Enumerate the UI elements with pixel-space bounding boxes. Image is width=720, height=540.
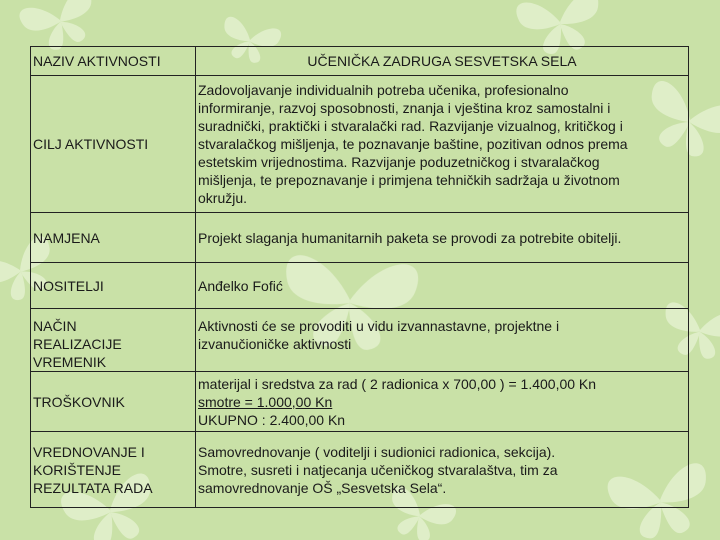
evaluation-value bbox=[196, 432, 689, 508]
evaluation-line: samovrednovanje OŠ „Sesvetska Sela“. bbox=[198, 479, 447, 496]
goal-value bbox=[196, 76, 689, 213]
purpose-label: NAMJENA bbox=[31, 213, 196, 263]
table-row bbox=[31, 432, 689, 508]
goal-line: Zadovoljavanje individualnih potreba učenika, profesionalno bbox=[198, 82, 569, 98]
goal-line: suradnički, praktički i stvaralački rad. Razvijanje vizualnog, kritičkog i bbox=[198, 118, 623, 134]
purpose-value: Projekt slaganja humanitarnih paketa se provodi za potrebite obitelji. bbox=[196, 213, 689, 263]
goal-line: okružju. bbox=[198, 190, 248, 206]
table-row bbox=[31, 309, 689, 372]
goal-label: CILJ AKTIVNOSTI bbox=[31, 76, 196, 213]
evaluation-label bbox=[31, 432, 196, 508]
activity-table bbox=[30, 46, 689, 508]
table-row bbox=[31, 47, 689, 76]
goal-line: stvaralačkog mišljenja, te poznavanje baštine, pozitivan odnos prema bbox=[198, 136, 628, 152]
evaluation-line: Samovrednovanje ( voditelji i sudionici radionica, sekcija). bbox=[198, 443, 556, 460]
goal-line: mišljenja, te prepoznavanje i primjena tehničkih sadržaja u životnom bbox=[198, 172, 620, 188]
table-row bbox=[31, 372, 689, 432]
table-row bbox=[31, 76, 689, 213]
table-row bbox=[31, 213, 689, 263]
holder-value: Anđelko Fofić bbox=[196, 263, 689, 309]
costs-line: materijal i sredstva za rad ( 2 radionica x 700,00 ) = 1.400,00 Kn bbox=[198, 375, 597, 392]
method-line: izvanučioničke aktivnosti bbox=[198, 336, 352, 352]
method-label-line: NAČIN bbox=[33, 318, 77, 334]
method-label-line: REALIZACIJE bbox=[33, 336, 122, 352]
method-label-line: VREMENIK bbox=[33, 354, 107, 370]
method-line: Aktivnosti će se provoditi u vidu izvannastavne, projektne i bbox=[198, 318, 560, 334]
table-row bbox=[31, 263, 689, 309]
costs-total: UKUPNO : 2.400,00 Kn bbox=[198, 411, 346, 428]
holder-label: NOSITELJI bbox=[31, 263, 196, 309]
method-label bbox=[31, 309, 196, 372]
costs-value bbox=[196, 372, 689, 432]
activity-name-label: NAZIV AKTIVNOSTI bbox=[31, 47, 196, 76]
costs-label: TROŠKOVNIK bbox=[31, 372, 196, 432]
goal-line: estetskim vrijednostima. Razvijanje poduzetničkog i stvaralačkog bbox=[198, 154, 600, 170]
goal-line: informiranje, razvoj sposobnosti, znanja i vještina kroz samostalni i bbox=[198, 100, 611, 116]
method-value bbox=[196, 309, 689, 372]
costs-line: smotre = 1.000,00 Kn bbox=[198, 393, 333, 410]
evaluation-label-line: REZULTATA RADA bbox=[33, 479, 153, 496]
activity-name-value: UČENIČKA ZADRUGA SESVETSKA SELA bbox=[196, 47, 689, 76]
evaluation-label-line: KORIŠTENJE bbox=[33, 461, 121, 478]
evaluation-label-line: VREDNOVANJE I bbox=[33, 443, 145, 460]
evaluation-line: Smotre, susreti i natjecanja učeničkog stvaralaštva, tim za bbox=[198, 461, 558, 478]
